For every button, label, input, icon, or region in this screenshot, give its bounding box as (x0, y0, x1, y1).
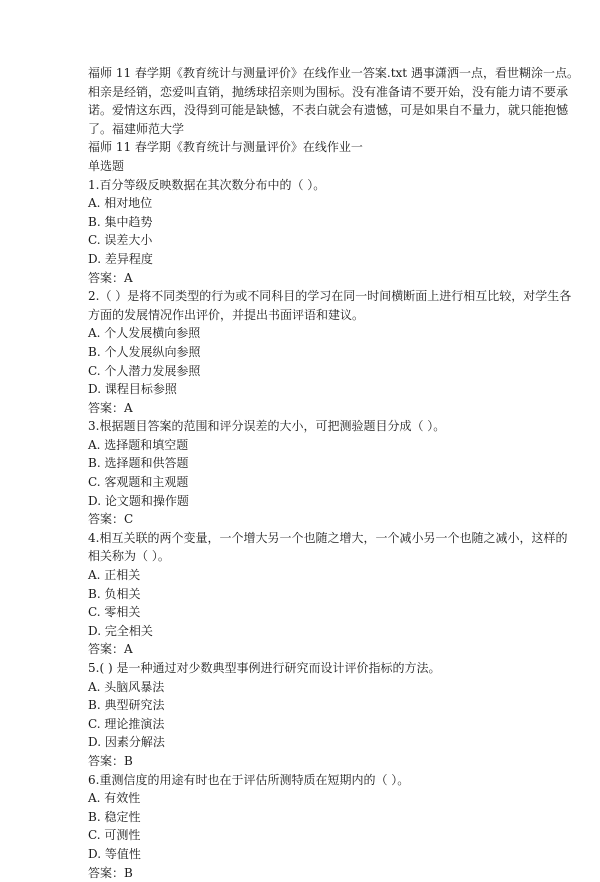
document-title: 福师 11 春学期《教育统计与测量评价》在线作业一 (88, 140, 363, 155)
intro-line: 相亲是经销，恋爱叫直销，抛绣球招亲则为围标。没有准备请不要开始，没有能力请不要承 (88, 84, 569, 99)
option-b: B. 个人发展纵向参照 (88, 344, 201, 359)
option-a: A. 个人发展横向参照 (88, 326, 201, 341)
question-stem: 方面的发展情况作出评价，并提出书面评语和建议。 (88, 307, 365, 322)
intro-line: 了。福建师范大学 (88, 121, 185, 136)
option-c: C. 客观题和主观题 (88, 475, 189, 490)
question-5 (88, 659, 528, 771)
answer: 答案：B (88, 753, 133, 768)
question-stem: 5.( ) 是一种通过对少数典型事例进行研究而设计评价指标的方法。 (88, 661, 441, 675)
option-d: D. 等值性 (88, 846, 141, 861)
answer: 答案：C (88, 512, 134, 527)
option-d: D. 论文题和操作题 (88, 493, 189, 508)
option-d: D. 差异程度 (88, 251, 153, 266)
question-stem: 相关称为（ ）。 (88, 549, 170, 564)
option-a: A. 相对地位 (88, 196, 153, 211)
option-c: C. 理论推演法 (88, 716, 165, 731)
question-stem: 2.（ ）是将不同类型的行为或不同科目的学习在同一时间横断面上进行相互比较，对学生各 (88, 289, 572, 304)
option-b: B. 负相关 (88, 586, 141, 601)
question-stem: 3.根据题目答案的范围和评分误差的大小，可把测验题目分成（ ）。 (88, 419, 446, 434)
intro-line: 诺。爱情这东西，没得到可能是缺憾，不表白就会有遗憾，可是如果自不量力，就只能抱憾 (88, 103, 569, 118)
intro-line: 福师 11 春学期《教育统计与测量评价》在线作业一答案.txt 遇事潇洒一点，看世糊涂一点。 (88, 66, 579, 80)
option-b: B. 稳定性 (88, 809, 141, 824)
intro-paragraph (88, 64, 579, 157)
document-page (88, 64, 579, 882)
question-4 (88, 529, 568, 659)
option-d: D. 完全相关 (88, 623, 153, 638)
option-c: C. 可测性 (88, 828, 141, 843)
option-d: D. 因素分解法 (88, 735, 165, 750)
question-stem: 1.百分等级反映数据在其次数分布中的（ ）。 (88, 177, 326, 192)
option-d: D. 课程目标参照 (88, 382, 177, 397)
question-6 (88, 771, 528, 882)
answer: 答案：B (88, 865, 133, 880)
question-1 (88, 176, 528, 288)
answer: 答案：A (88, 642, 133, 657)
question-stem: 4.相互关联的两个变量，一个增大另一个也随之增大，一个减小另一个也随之减小，这样的 (88, 530, 568, 545)
option-c: C. 误差大小 (88, 233, 153, 248)
option-c: C. 零相关 (88, 605, 141, 620)
option-b: B. 选择题和供答题 (88, 456, 189, 471)
answer: 答案：A (88, 400, 133, 415)
option-a: A. 选择题和填空题 (88, 437, 189, 452)
question-3 (88, 417, 528, 529)
option-b: B. 典型研究法 (88, 698, 165, 713)
option-a: A. 头脑风暴法 (88, 679, 165, 694)
question-stem: 6.重测信度的用途有时也在于评估所测特质在短期内的（ ）。 (88, 772, 410, 787)
option-a: A. 正相关 (88, 568, 141, 583)
answer: 答案：A (88, 270, 133, 285)
section-title: 单选题 (88, 158, 125, 173)
question-2 (88, 287, 572, 417)
option-a: A. 有效性 (88, 791, 141, 806)
option-b: B. 集中趋势 (88, 214, 153, 229)
option-c: C. 个人潜力发展参照 (88, 363, 201, 378)
